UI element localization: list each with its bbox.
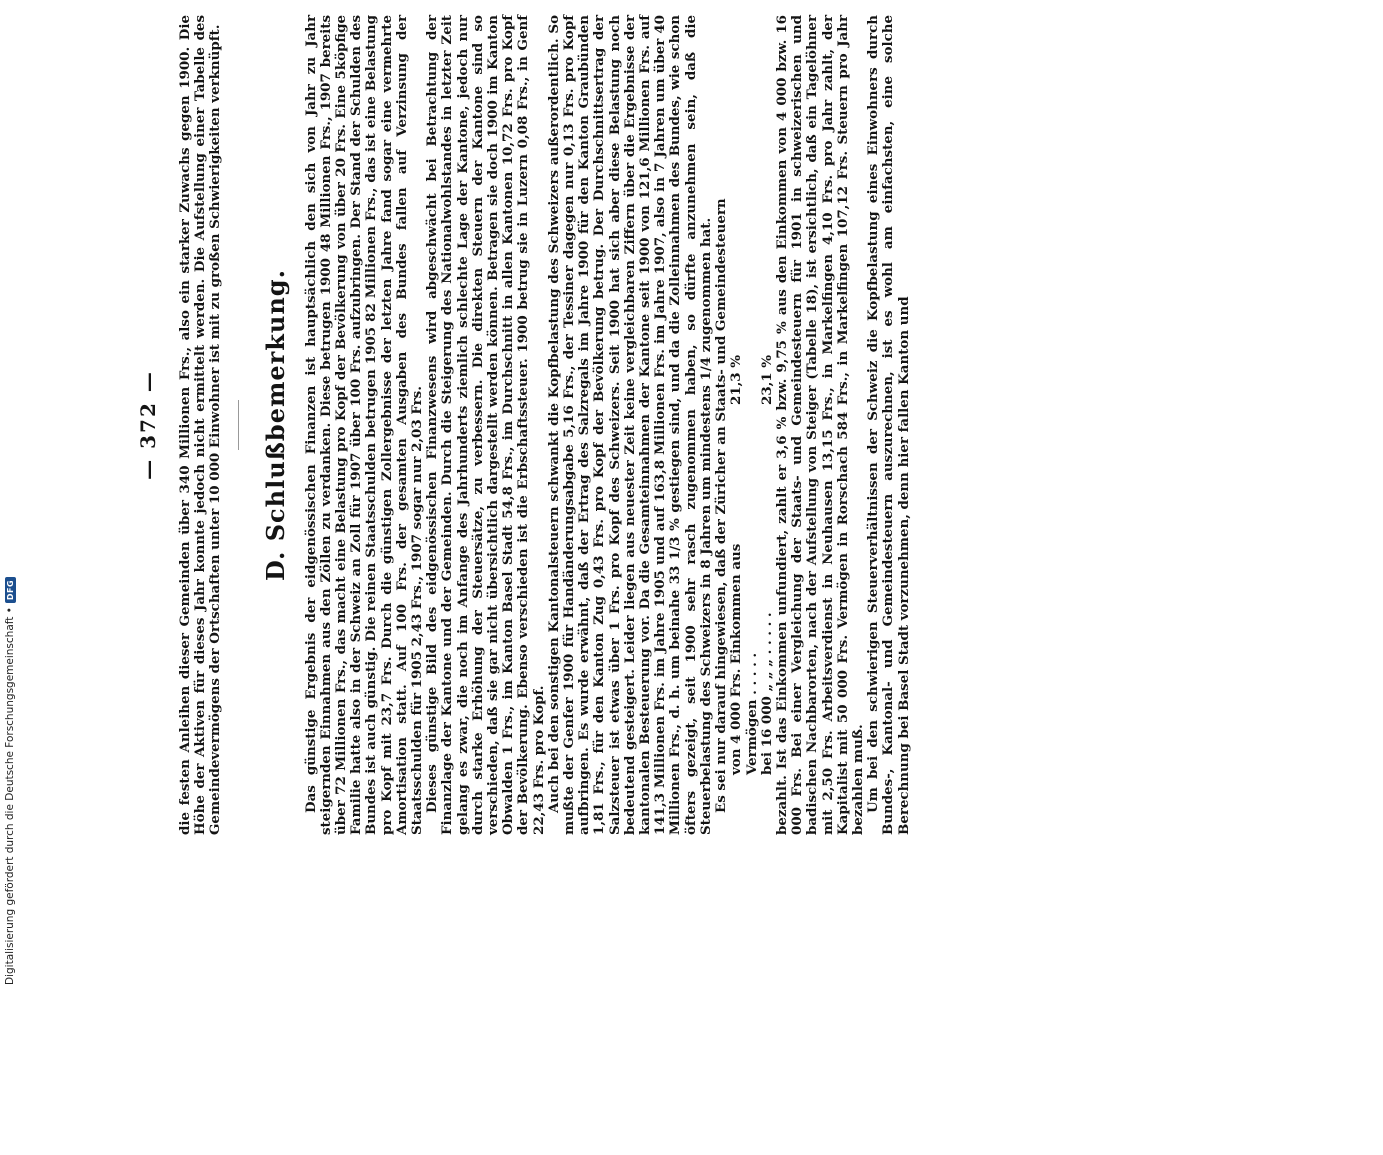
intro-paragraph: die festen Anleihen dieser Gemeinden über 340 Millionen Frs., also ein starker Zuwachs gegen 1900. Die Höhe der Aktiven für dieses Jahr konnte jedoch nicht ermittelt werden. Die Aufstellung einer Tabelle des Gemeindevermögens der Ortschaften unter 10 000 Einwohner ist mit zu großen Schwierigkeiten verknüpft. — [177, 15, 224, 835]
tax-row — [760, 15, 775, 835]
paragraph-6: Um bei den schwierigen Steuerverhältnissen der Schweiz die Kopfbelastung eines Einwohners durch Bundes-, Kantonal- und Gemeindesteuern auszurechnen, ist es wohl am einfachsten, eine solche Berechnung bei Basel Stadt vorzunehmen, denn hier fallen Kanton und — [865, 15, 912, 835]
tax-row-label: bei 16 000 „ „ „ . . . . . — [758, 612, 775, 775]
paragraph-4: Es sei nur darauf hingewiesen, daß der Züricher an Staats- und Gemeindesteuern — [713, 198, 730, 813]
section-heading: D. Schlußbemerkung. — [260, 269, 290, 581]
digitization-credit — [2, 0, 18, 1000]
dfg-logo: DFG — [5, 577, 16, 603]
tax-row — [729, 15, 759, 835]
paragraph-3: Auch bei den sonstigen Kantonalsteuern schwankt die Kopfbelastung des Schweizers außerordentlich. So mußte der Genfer 1900 für Handänderungsabgabe 5,16 Frs., der Tessiner dagegen nur 0,13 Frs. pro Kopf aufbringen. Es wurde erwähnt, daß der Ertrag des Salzregals im Jahre 1900 für den Kanton Graubünden 1,81 Frs., für den Kanton Zug 0,43 Frs. pro Kopf der Bevölkerung betrug. Der Durchschnittsertrag der Salzsteuer ist etwas über 1 Frs. pro Kopf des Schweizers. Seit 1900 hat sich aber diese Belastung noch bedeutend gesteigert. Leider liegen aus neuester Zeit keine vergleichbaren Ziffern über die Ergebnisse der kantonalen Besteuerung vor. Da die Gesamteinnahmen der Kantone seit 1900 von 121,6 Millionen Frs. auf 141,3 Millionen Frs. im Jahre 1905 und auf 163,8 Millionen Frs. im Jahre 1907, also in 7 Jahren um über 40 Millionen Frs., d. h. um beinahe 33 1/3 % gestiegen sind, und da die Zolleinnahmen des Bundes, wie schon öfters gezeigt, seit 1900 sehr rasch zugenommen haben, so dürfte anzunehmen sein, daß die Steuerbelastung des Schweizers in 8 Jahren um mindestens 1/4 zugenommen hat. — [545, 15, 714, 835]
credit-text: Digitalisierung gefördert durch die Deutsche Forschungsgemeinschaft • — [4, 607, 16, 985]
scanned-page — [136, 15, 1136, 1155]
paragraph-1: Das günstige Ergebnis der eidgenössischen Finanzen ist hauptsächlich den sich von Jahr zu Jahr steigernden Einnahmen aus den Zöllen zu verdanken. Diese betrugen 1900 48 Millionen Frs., 1907 bereits über 72 Millionen Frs., das macht eine Belastung pro Kopf der Bevölkerung von über 20 Frs. Eine 5köpfige Familie hatte also in der Schweiz an Zoll für 1907 über 100 Frs. aufzubringen. Der Stand der Schulden des Bundes ist auch günstig. Die reinen Staatsschulden betrugen 1905 82 Millionen Frs., das ist eine Belastung pro Kopf mit 23,7 Frs. Durch die günstigen Zollergebnisse der letzten Jahre fand sogar eine vermehrte Amortisation statt. Auf 100 Frs. der gesamten Ausgaben des Bundes fallen auf Verzinsung der Staatsschulden für 1905 2,43 Frs., 1907 sogar nur 2,03 Frs. — [302, 15, 426, 835]
page-content — [136, 15, 1266, 835]
tax-row-value: 23,1 % — [758, 355, 775, 405]
page-number: — 372 — — [136, 370, 160, 480]
section-divider — [238, 400, 239, 450]
paragraph-2: Dieses günstige Bild des eidgenössischen Finanzwesens wird abgeschwächt bei Betrachtung der Finanzlage der Kantone und der Gemeinden. Durch die Steigerung des Nationalwohlstandes in letzter Zeit gelang es zwar, die noch im Anfange des Jahrhunderts ziemlich schlechte Lage der Kantone, jedoch nur durch starke Erhöhung der Steuersätze, zu verbessern. Die direkten Steuern der Kantone sind so verschieden, daß sie gar nicht übersichtlich dargestellt werden können. Betragen sie doch 1900 im Kanton Obwalden 1 Frs., im Kanton Basel Stadt 54,8 Frs., im Durchschnitt in allen Kantonen 10,72 Frs. pro Kopf der Bevölkerung. Ebenso verschieden ist die Erbschaftssteuer. 1900 betrug sie in Luzern 0,08 Frs., in Genf 22,43 Frs. pro Kopf. — [424, 15, 547, 835]
tax-row-label: von 4 000 Frs. Einkommen aus Vermögen . . . . . — [728, 543, 760, 775]
paragraph-5: bezahlt. Ist das Einkommen unfundiert, zahlt er 3,6 % bzw. 9,75 % aus den Einkommen von 4 000 bzw. 16 000 Frs. Bei einer Vergleichung der Staats- und Gemeindesteuern für 1901 in schweizerischen und badischen Nachbarorten, nach der Aufstellung von Steiger (Tabelle 18), ist ersichtlich, daß ein Tagelöhner mit 2,50 Frs. Arbeitsverdienst in Neuhausen 13,15 Frs., in Markelfingen 4,10 Frs. pro Jahr zahlt, der Kapitalist mit 50 000 Frs. Vermögen in Rorschach 584 Frs., in Markelfingen 107,12 Frs. Steuern pro Jahr bezahlen muß. — [773, 15, 866, 835]
tax-row-value: 21,3 % — [728, 355, 745, 405]
tax-figures — [729, 15, 775, 835]
